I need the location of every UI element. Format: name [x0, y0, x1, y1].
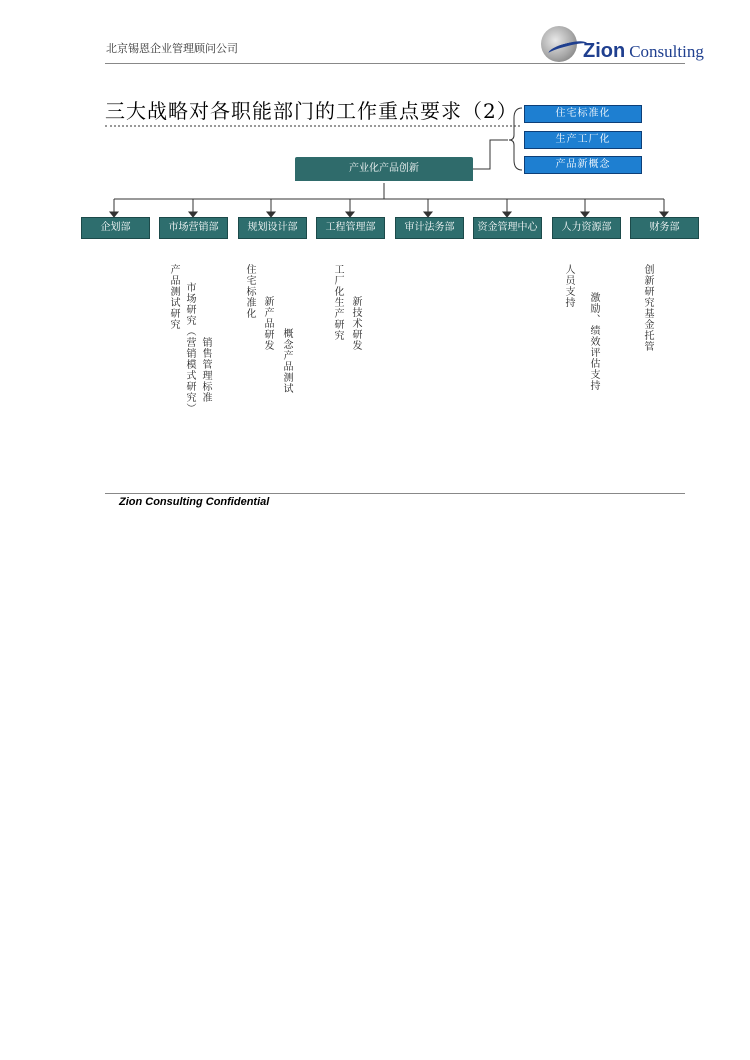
department-arrows [110, 199, 668, 217]
task-text: 新技术研发 [350, 296, 361, 351]
department-box-1: 企划部 [81, 217, 150, 239]
task-text: 市场研究（营销模式研究） [184, 282, 195, 414]
strategy-box-2: 生产工厂化 [524, 131, 642, 149]
logo-consulting-text: Consulting [629, 42, 704, 61]
task-text: 激励、绩效评估支持 [588, 292, 599, 391]
task-text: 新产品研发 [262, 296, 273, 351]
task-text: 概念产品测试 [281, 328, 292, 394]
task-text: 销售管理标准 [200, 337, 211, 403]
strategy-box-1: 住宅标准化 [524, 105, 642, 123]
footer-rule [105, 493, 685, 494]
task-text: 创新研究基金托管 [642, 264, 653, 352]
department-box-2: 市场营销部 [159, 217, 228, 239]
department-box-3: 规划设计部 [238, 217, 307, 239]
department-box-4: 工程管理部 [316, 217, 385, 239]
org-chart-connectors [0, 0, 750, 520]
task-text: 人员支持 [563, 264, 574, 308]
department-box-5: 审计法务部 [395, 217, 464, 239]
center-banner: 产业化产品创新 [295, 157, 473, 181]
logo-zion-text: Zion [583, 40, 626, 62]
department-box-7: 人力资源部 [552, 217, 621, 239]
department-box-6: 资金管理中心 [473, 217, 542, 239]
company-name: 北京锡恩企业管理顾问公司 [106, 42, 238, 55]
page-title: 三大战略对各职能部门的工作重点要求（2） [105, 99, 518, 123]
department-box-8: 财务部 [630, 217, 699, 239]
strategy-box-3: 产品新概念 [524, 156, 642, 174]
footer-confidential: Zion Consulting Confidential [119, 496, 270, 508]
task-text: 住宅标准化 [244, 264, 255, 319]
task-text: 工厂化生产研究 [332, 264, 343, 341]
task-text: 产品测试研究 [168, 264, 179, 330]
